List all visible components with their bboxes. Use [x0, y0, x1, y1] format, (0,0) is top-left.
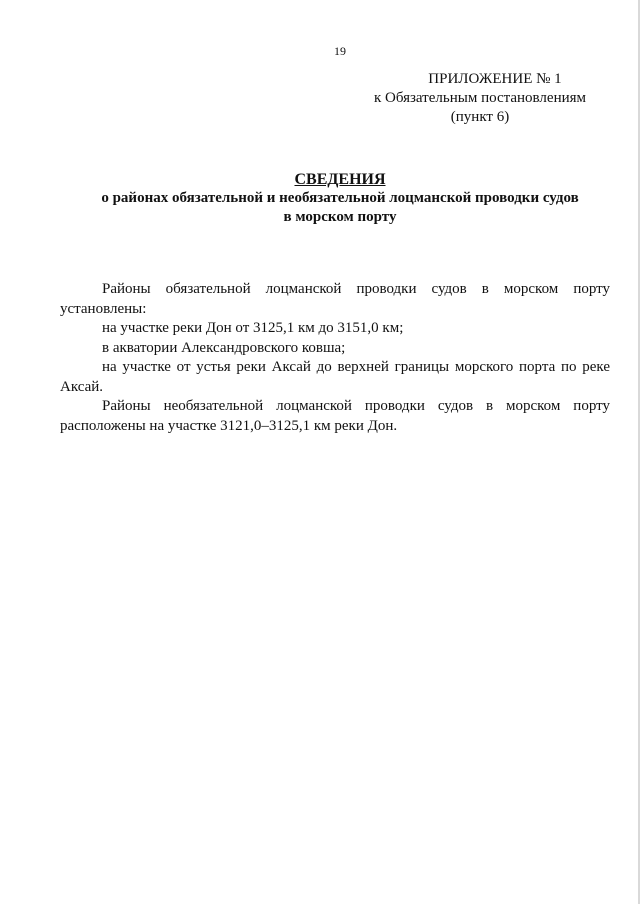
- paragraph-alexandrovsky-basin: в акватории Александровского ковша;: [102, 339, 346, 356]
- document-heading: [60, 170, 620, 227]
- page-number: 19: [334, 44, 346, 58]
- document-body: [60, 280, 610, 436]
- appendix-clause: (пункт 6): [450, 109, 510, 125]
- paragraph-don-section: на участке реки Дон от 3125,1 км до 3151,0 км;: [102, 320, 404, 336]
- heading-title: СВЕДЕНИЯ: [294, 171, 386, 188]
- appendix-title: ПРИЛОЖЕНИЕ № 1: [428, 71, 562, 87]
- paragraph-optional-areas: Районы необязательной лоцманской проводки судов в морском порту расположены на участке 3121,0–3125,1 км реки Дон.: [60, 398, 610, 434]
- heading-line-2: в морском порту: [283, 209, 397, 225]
- appendix-header: [350, 70, 610, 127]
- heading-line-1: о районах обязательной и необязательной лоцманской проводки судов: [101, 190, 579, 206]
- appendix-subtitle: к Обязательным постановлениям: [373, 90, 587, 106]
- paragraph-mandatory-areas: Районы обязательной лоцманской проводки судов в морском порту установлены:: [60, 281, 610, 317]
- paragraph-aksai-section: на участке от устья реки Аксай до верхней границы морского порта по реке Аксай.: [60, 359, 610, 395]
